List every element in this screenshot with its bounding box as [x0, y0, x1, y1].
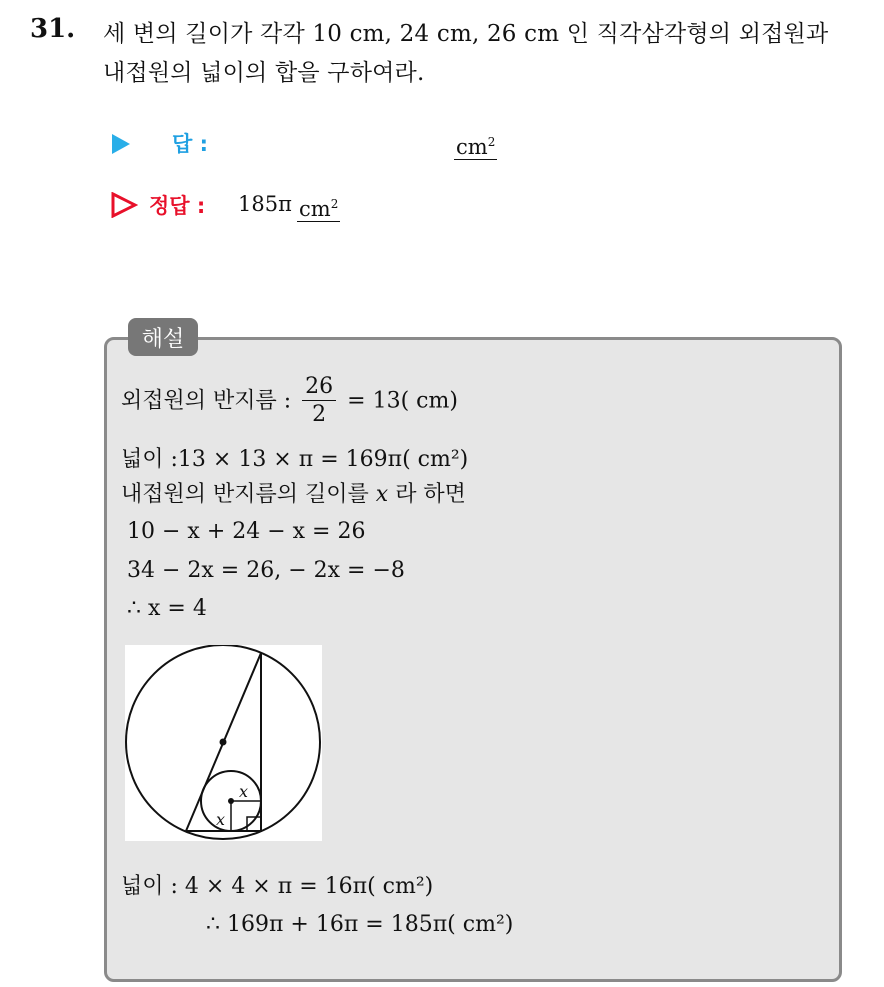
- solution-line-1: [121, 374, 458, 429]
- answer-unit[interactable]: [454, 130, 497, 160]
- solution-line-7: 넓이 : 4 × 4 × π = 16π( cm²): [121, 874, 434, 899]
- play-triangle-icon: [112, 134, 130, 154]
- solution-line-5: 34 − 2x = 26, − 2x = −8: [127, 558, 405, 583]
- diagram-label-x-top: x: [239, 782, 249, 801]
- correct-unit-text: cm: [299, 197, 331, 221]
- fraction: [302, 374, 336, 429]
- diagram-label-x-left: x: [216, 810, 226, 829]
- correct-answer-label: 정답 :: [149, 194, 206, 218]
- inradius-intro-end: 라 하면: [395, 482, 466, 507]
- answer-unit-exponent: 2: [487, 135, 496, 149]
- outline-triangle-icon: [110, 192, 138, 218]
- solution-line-4: 10 − x + 24 − x = 26: [127, 519, 366, 544]
- answer-label: 답 :: [172, 132, 208, 156]
- correct-unit-exponent: 2: [330, 197, 339, 211]
- solution-line-8: ∴ 169π + 16π = 185π( cm²): [206, 912, 514, 937]
- question-text-line-2: 내접원의 넓이의 합을 구하여라.: [103, 60, 425, 86]
- correct-answer-row: [108, 190, 528, 224]
- variable-x: x: [375, 482, 389, 507]
- fraction-numerator: 26: [302, 374, 336, 401]
- question-number: 31.: [30, 14, 76, 44]
- question-text-line-1: 세 변의 길이가 각각 10 cm, 24 cm, 26 cm 인 직각삼각형의 외접원과: [103, 21, 829, 47]
- fraction-denominator: 2: [312, 402, 327, 427]
- solution-line-3: [121, 481, 466, 509]
- circumradius-label: 외접원의 반지름 :: [121, 388, 292, 414]
- solution-line-2: 넓이 :13 × 13 × π = 169π( cm²): [121, 447, 469, 472]
- circumcenter-dot: [220, 739, 227, 746]
- circumradius-result: = 13( cm): [347, 388, 458, 414]
- inradius-intro: 내접원의 반지름의 길이를: [121, 482, 369, 507]
- answer-unit-text: cm: [456, 135, 488, 159]
- solution-tag: 해설: [128, 318, 198, 356]
- correct-answer-value: 185π: [238, 192, 292, 216]
- solution-line-6: ∴ x = 4: [127, 596, 207, 621]
- circle-triangle-diagram: [125, 645, 322, 841]
- answer-row: [108, 128, 528, 162]
- correct-answer-unit: [297, 192, 340, 222]
